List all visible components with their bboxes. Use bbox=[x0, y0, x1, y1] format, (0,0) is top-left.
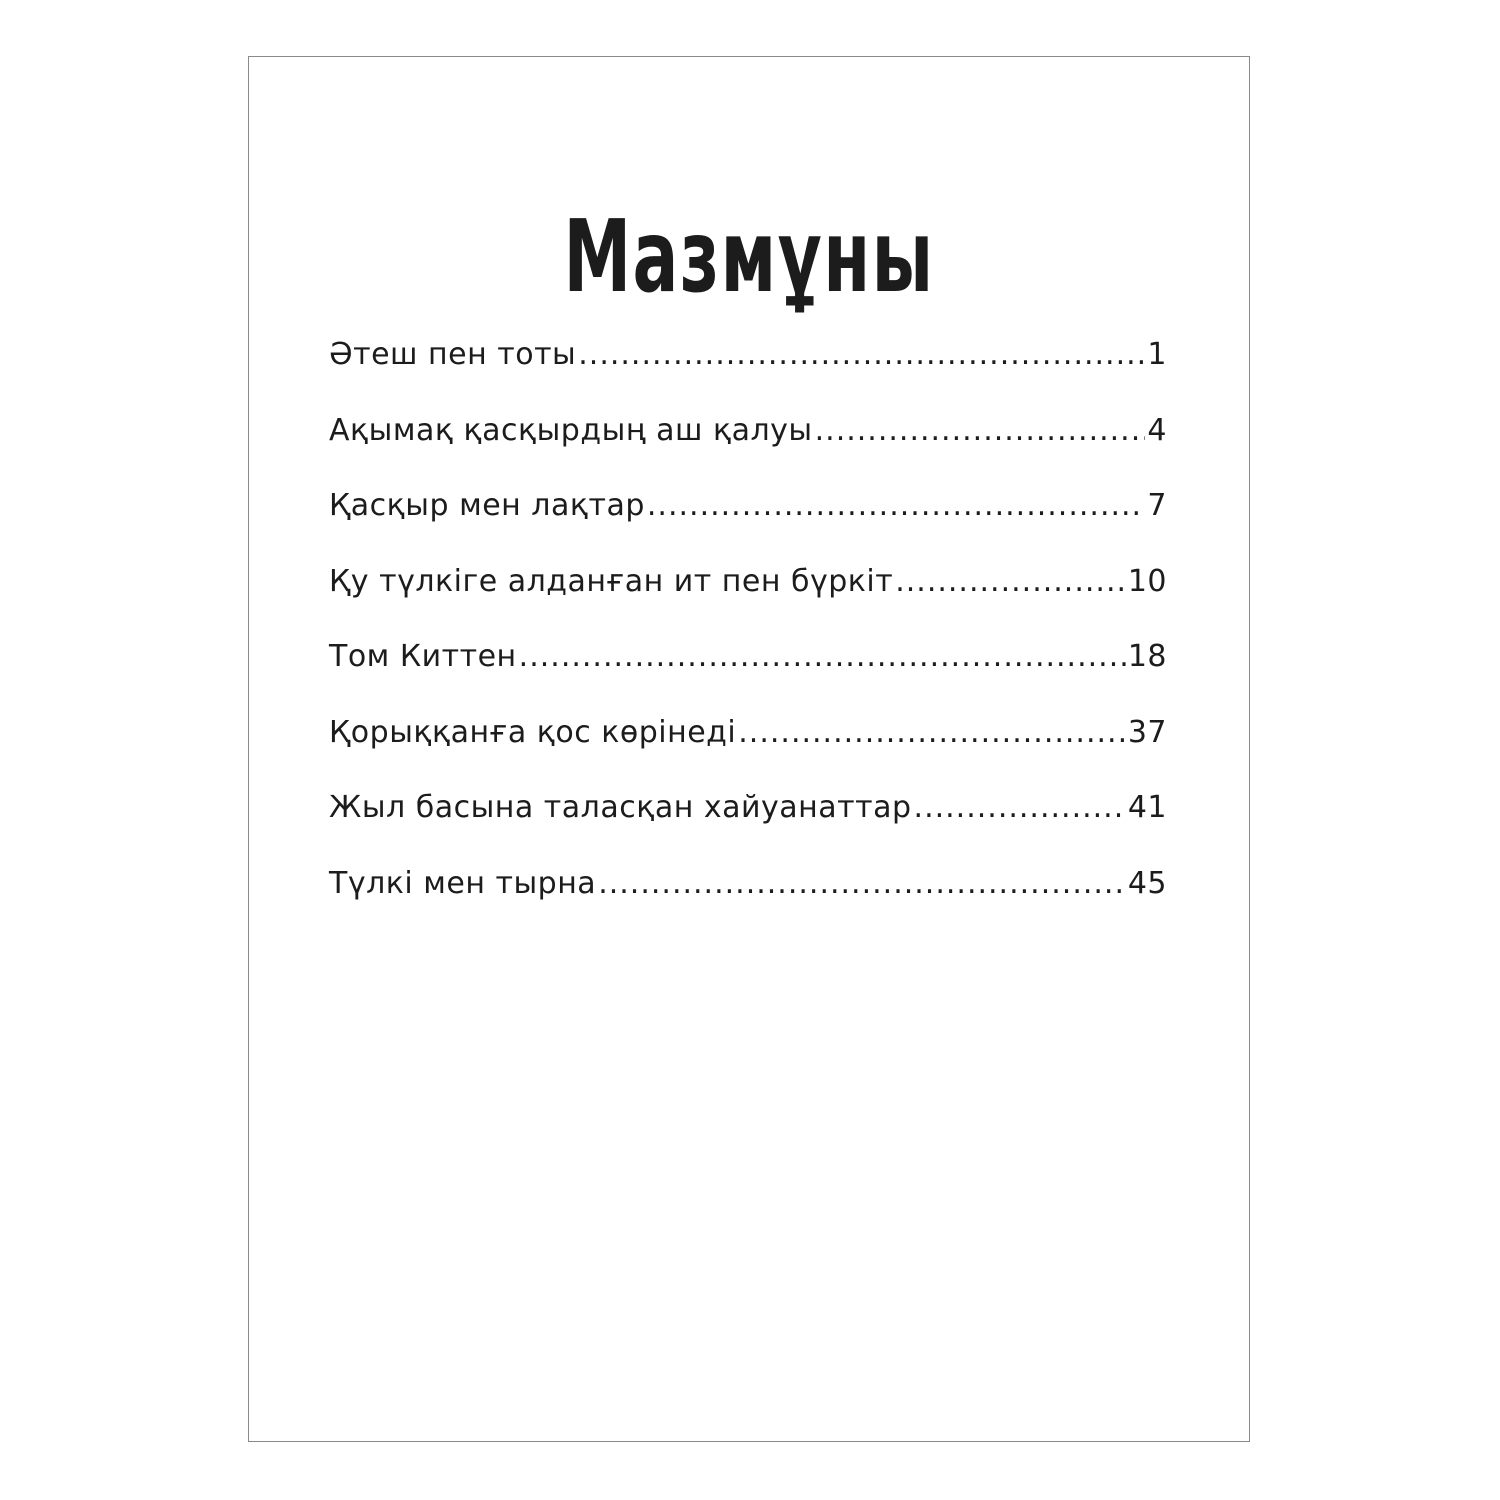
toc-entry-page: 7 bbox=[1147, 488, 1167, 523]
toc-entry-page: 37 bbox=[1127, 714, 1167, 750]
toc-entry bbox=[329, 488, 1167, 564]
document-page bbox=[248, 56, 1250, 1442]
toc-entry-title: Қорыққанға қос көрінеді bbox=[329, 714, 737, 750]
toc-entry-title: Түлкі мен тырна bbox=[329, 865, 597, 901]
toc-leader-dots bbox=[738, 715, 1126, 750]
toc-entry-page: 1 bbox=[1147, 337, 1167, 372]
toc-entry-title: Том Киттен bbox=[329, 639, 517, 674]
toc-leader-dots bbox=[519, 639, 1126, 674]
toc-entry-title: Ақымақ қасқырдың аш қалуы bbox=[329, 412, 813, 448]
toc-entry-title: Әтеш пен тоты bbox=[329, 337, 577, 372]
toc-entry bbox=[329, 639, 1167, 715]
toc-entry-page: 10 bbox=[1127, 563, 1167, 599]
toc-entry-page: 4 bbox=[1147, 412, 1167, 448]
toc-entry-page: 45 bbox=[1127, 865, 1167, 901]
toc-entry bbox=[329, 790, 1167, 866]
toc-leader-dots bbox=[815, 413, 1146, 448]
toc-entry bbox=[329, 413, 1167, 489]
toc-leader-dots bbox=[895, 564, 1126, 599]
toc-entry bbox=[329, 866, 1167, 942]
toc-leader-dots bbox=[578, 337, 1145, 372]
toc-entry-page: 18 bbox=[1127, 639, 1167, 674]
page-title: Мазмұны bbox=[563, 198, 935, 315]
toc-entry bbox=[329, 564, 1167, 640]
toc-leader-dots bbox=[598, 866, 1126, 901]
toc-entry-title: Қасқыр мен лақтар bbox=[329, 488, 645, 523]
toc-entry bbox=[329, 715, 1167, 791]
toc-entry bbox=[329, 337, 1167, 413]
table-of-contents bbox=[329, 337, 1167, 941]
toc-entry-page: 41 bbox=[1127, 790, 1167, 825]
toc-leader-dots bbox=[914, 790, 1126, 825]
toc-entry-title: Жыл басына таласқан хайуанаттар bbox=[329, 790, 912, 825]
toc-leader-dots bbox=[647, 488, 1146, 523]
toc-entry-title: Қу түлкіге алданған ит пен бүркіт bbox=[329, 563, 894, 599]
